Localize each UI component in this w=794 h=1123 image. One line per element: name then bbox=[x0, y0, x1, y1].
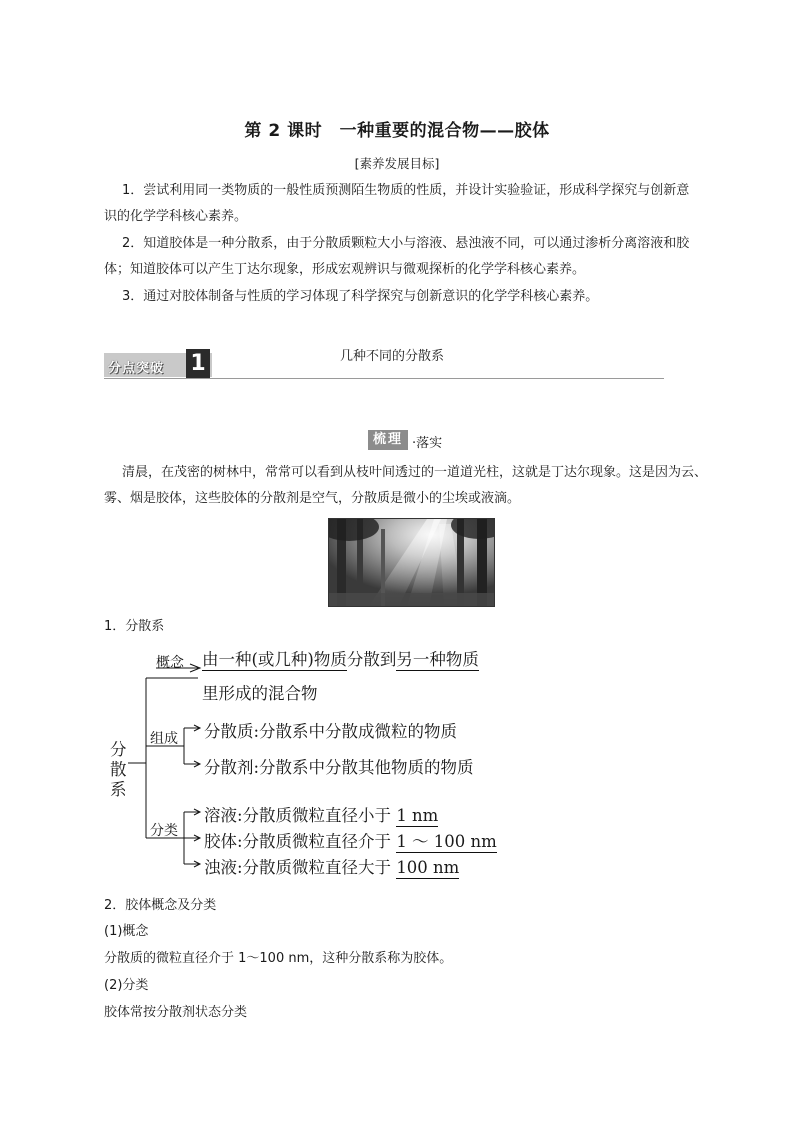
section-badge-text: 分点突破 bbox=[108, 361, 165, 376]
concept-part-2: 分散到 bbox=[346, 650, 397, 669]
suspension-text: 浊液:分散质微粒直径大于 bbox=[204, 858, 397, 877]
section-badge-number: 1 bbox=[186, 349, 210, 378]
sorting-tag-text: ·落实 bbox=[412, 436, 443, 451]
objective-3: 3．通过对胶体制备与性质的学习体现了科学探究与创新意识的化学学科核心素养。 bbox=[122, 289, 599, 304]
colloid-text: 胶体:分散质微粒直径介于 bbox=[204, 832, 397, 851]
sorting-tag: 梳理 bbox=[368, 430, 408, 450]
diagram-colloid bbox=[204, 828, 497, 852]
objective-1-line1: 1．尝试利用同一类物质的一般性质预测陌生物质的性质，并设计实验验证，形成科学探究与创新意 bbox=[122, 183, 690, 198]
section-title: 几种不同的分散系 bbox=[340, 349, 445, 364]
diagram-concept-line2: 里形成的混合物 bbox=[202, 684, 318, 703]
section-divider bbox=[104, 378, 664, 379]
subheading-classification: (2)分类 bbox=[104, 978, 149, 993]
diagram-root-char-2: 散 bbox=[110, 760, 127, 779]
diagram-concept-label: 概念 bbox=[156, 655, 184, 671]
diagram-dispersed-phase: 分散质:分散系中分散成微粒的物质 bbox=[204, 722, 458, 741]
objective-1-line2: 识的化学学科核心素养。 bbox=[104, 209, 248, 224]
heading-colloid-concept: 2．胶体概念及分类 bbox=[104, 898, 217, 913]
diagram-root-char-3: 系 bbox=[110, 780, 127, 799]
intro-line2: 雾、烟是胶体，这些胶体的分散剂是空气，分散质是微小的尘埃或液滴。 bbox=[104, 491, 521, 506]
diagram-solution bbox=[204, 802, 438, 826]
objective-2-line1: 2．知道胶体是一种分散系，由于分散质颗粒大小与溶液、悬浊液不同，可以通过渗析分离溶液和胶 bbox=[122, 236, 690, 251]
diagram-concept-definition bbox=[202, 646, 479, 670]
solution-value: 1 nm bbox=[396, 806, 439, 825]
diagram-root-char-1: 分 bbox=[110, 740, 127, 759]
subheading-concept: (1)概念 bbox=[104, 924, 149, 939]
colloid-value: 1 ～ 100 nm bbox=[396, 832, 497, 851]
objective-2-line2: 体；知道胶体可以产生丁达尔现象，形成宏观辨识与微观探析的化学学科核心素养。 bbox=[104, 262, 586, 277]
concept-part-3: 另一种物质 bbox=[396, 650, 479, 669]
classification-text: 胶体常按分散剂状态分类 bbox=[104, 1005, 248, 1020]
intro-line1: 清晨，在茂密的树林中，常常可以看到从枝叶间透过的一道道光柱，这就是丁达尔现象。这是因为云、 bbox=[122, 465, 708, 480]
concept-part-1: 由一种(或几种)物质 bbox=[202, 650, 347, 669]
objectives-heading: [素养发展目标] bbox=[354, 156, 440, 171]
solution-text: 溶液:分散质微粒直径小于 bbox=[204, 806, 397, 825]
diagram-composition-label: 组成 bbox=[150, 731, 178, 747]
diagram-suspension bbox=[204, 854, 459, 878]
heading-dispersion-system: 1．分散系 bbox=[104, 619, 165, 634]
concept-text: 分散质的微粒直径介于 1～100 nm，这种分散系称为胶体。 bbox=[104, 951, 453, 966]
page-title: 第 2 课时 一种重要的混合物——胶体 bbox=[244, 121, 550, 141]
suspension-value: 100 nm bbox=[396, 858, 460, 877]
forest-light-photo bbox=[328, 518, 495, 607]
dispersion-system-diagram bbox=[100, 640, 540, 885]
diagram-classification-label: 分类 bbox=[150, 823, 178, 839]
diagram-dispersion-medium: 分散剂:分散系中分散其他物质的物质 bbox=[204, 758, 474, 777]
